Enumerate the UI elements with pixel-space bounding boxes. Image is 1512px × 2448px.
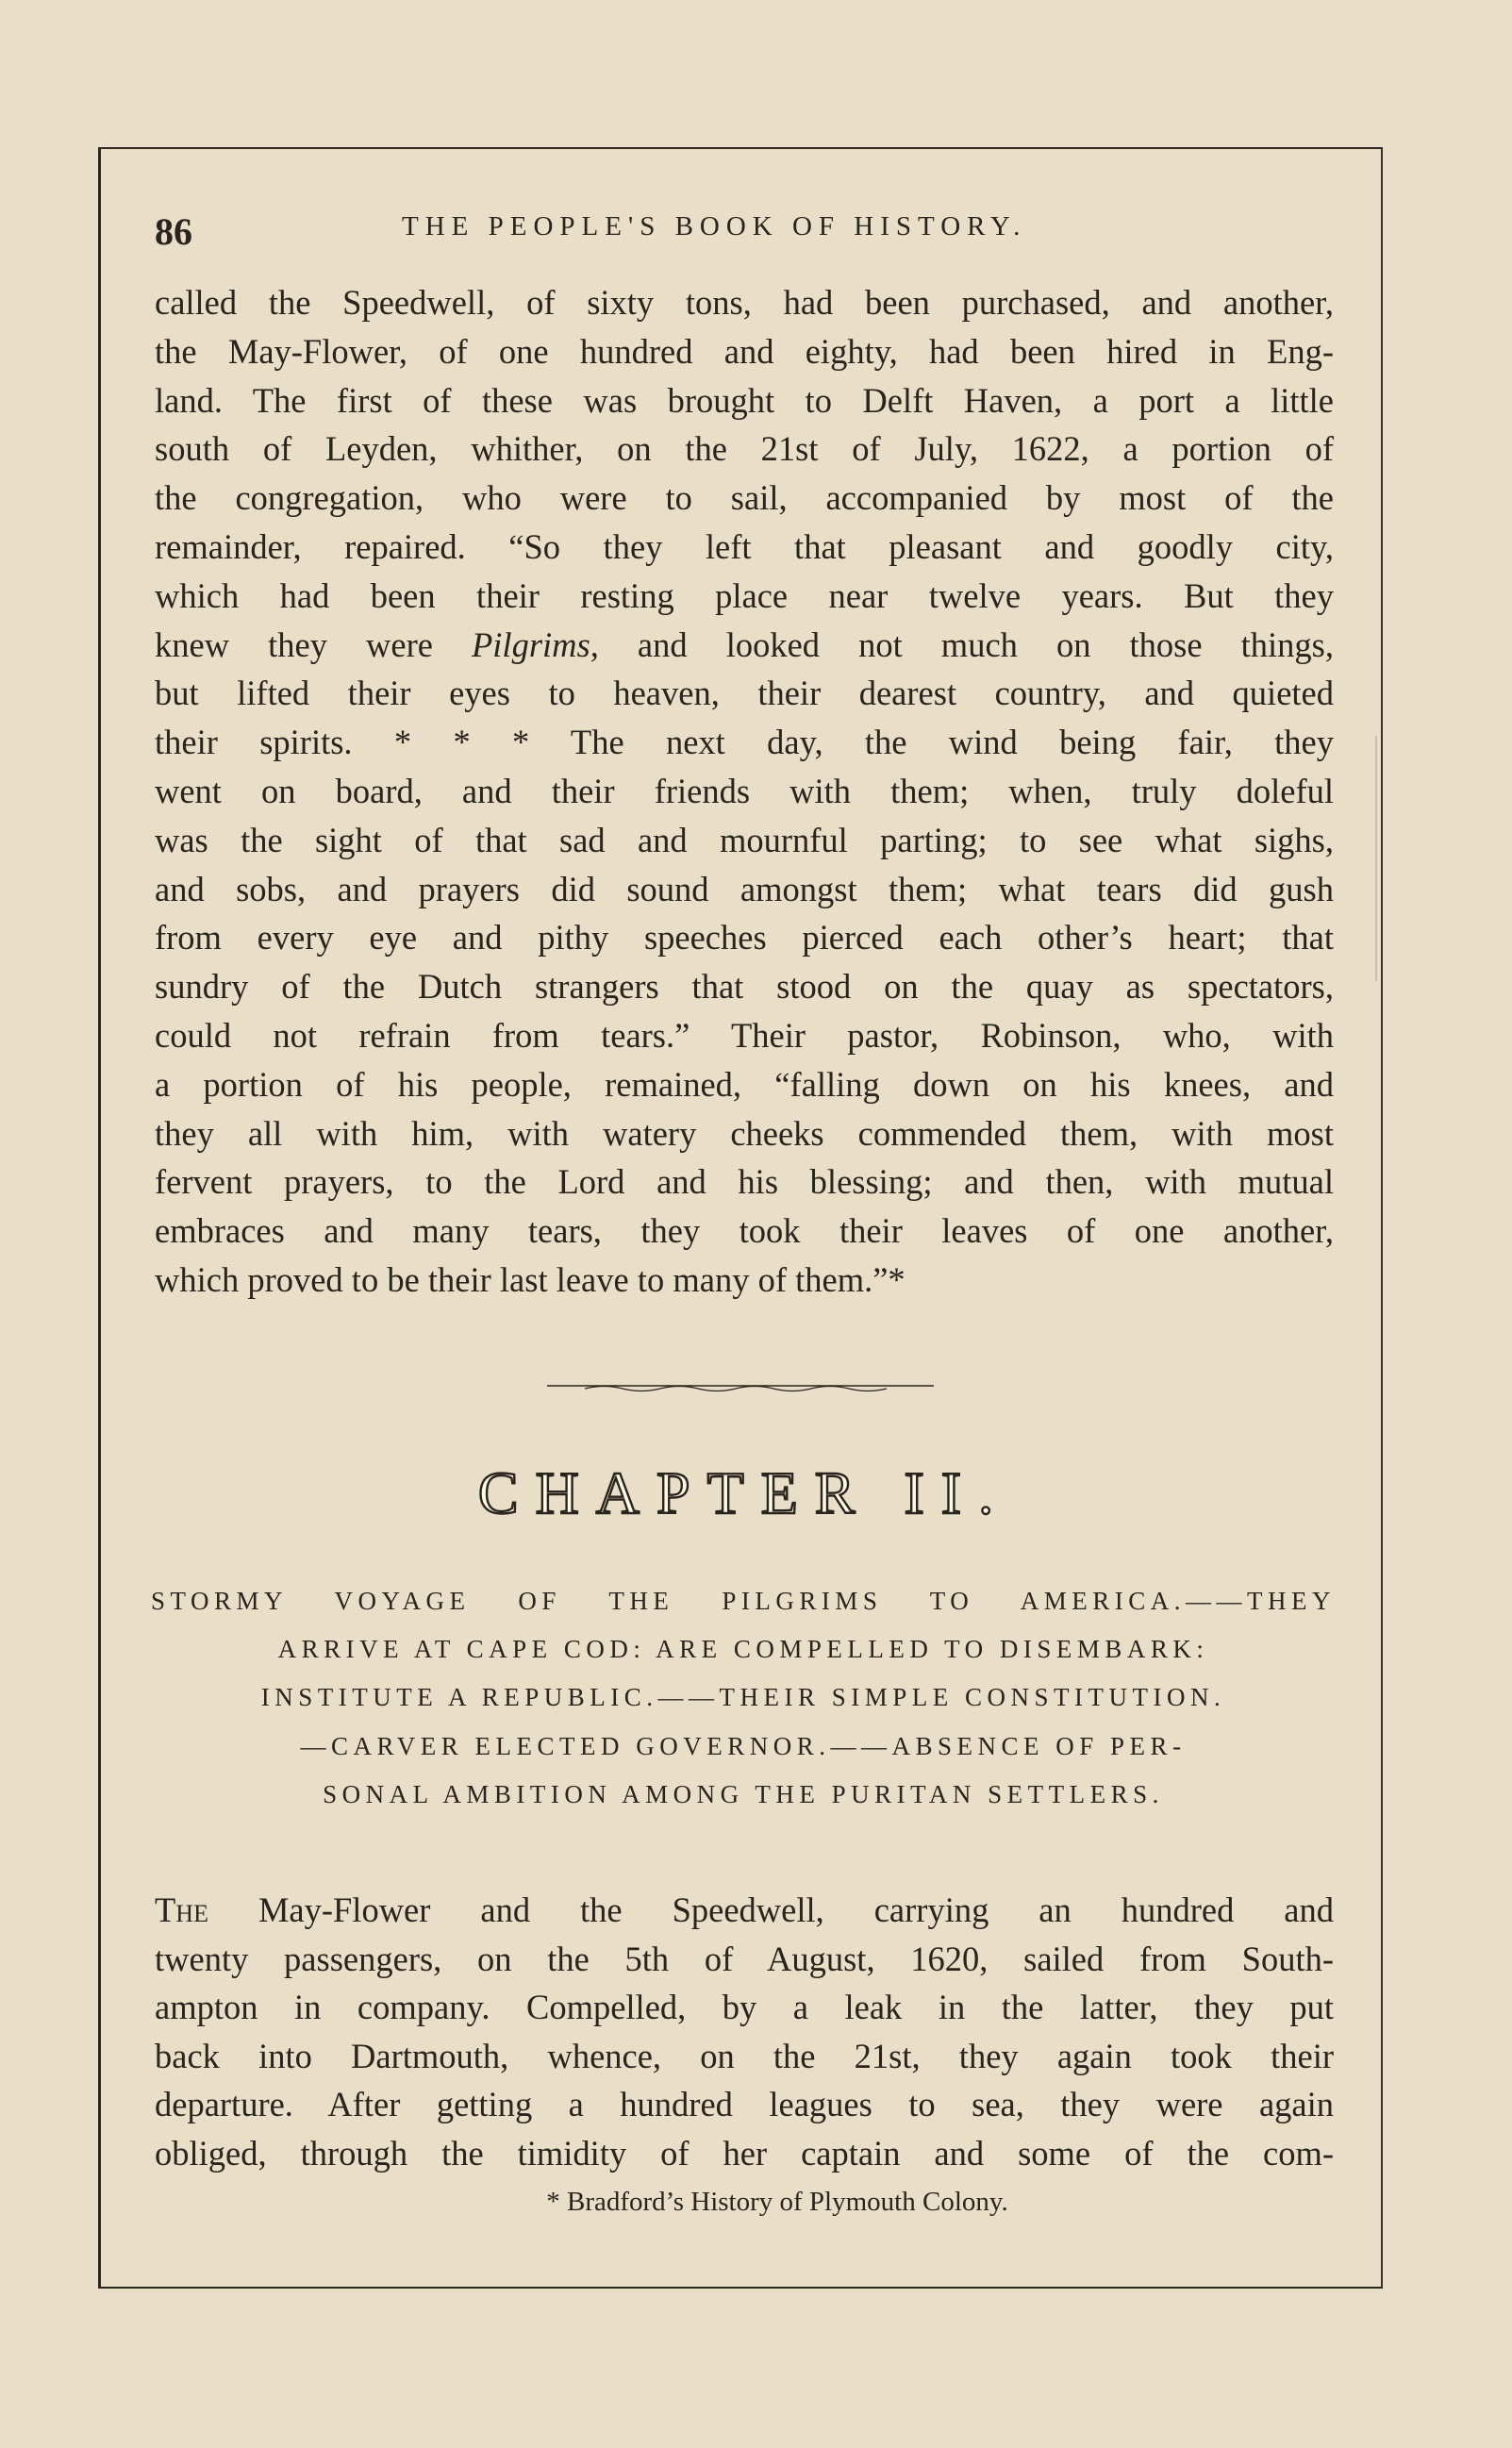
text-line: was the sight of that sad and mournful parting; to see what sighs, bbox=[155, 820, 1334, 859]
text-line: back into Dartmouth, whence, on the 21st, they again took their bbox=[155, 2036, 1334, 2075]
text-line: went on board, and their friends with them; when, truly doleful bbox=[155, 771, 1334, 810]
text-line: and sobs, and prayers did sound amongst them; what tears did gush bbox=[155, 869, 1334, 908]
paragraph-2 bbox=[155, 1886, 1334, 2177]
text-line: departure. After getting a hundred leagues to sea, they were again bbox=[155, 2085, 1334, 2123]
text-line: could not refrain from tears.” Their pastor, Robinson, who, with bbox=[155, 1015, 1334, 1055]
text-line: called the Speedwell, of sixty tons, had been purchased, and another, bbox=[155, 283, 1334, 322]
ornamental-rule bbox=[547, 1381, 934, 1392]
text-line: south of Leyden, whither, on the 21st of July, 1622, a portion of bbox=[155, 429, 1334, 469]
running-title: THE PEOPLE'S BOOK OF HISTORY. bbox=[402, 211, 1027, 241]
summary-line: SONAL AMBITION AMONG THE PURITAN SETTLERS. bbox=[323, 1779, 1164, 1808]
italic-pilgrims: Pilgrims, bbox=[472, 624, 599, 664]
lead-word: The bbox=[155, 1890, 208, 1929]
chapter-title: CHAPTER II. bbox=[477, 1459, 1011, 1526]
summary-line: INSTITUTE A REPUBLIC.——THEIR SIMPLE CONSTITUTION. bbox=[260, 1683, 1226, 1712]
paragraph-1 bbox=[155, 278, 1334, 1305]
page-edge-shadow bbox=[1375, 736, 1377, 981]
text-line: a portion of his people, remained, “falling down on his knees, and bbox=[155, 1064, 1334, 1104]
text-fragment: and looked not much on those things, bbox=[598, 624, 1334, 664]
text-line: which proved to be their last leave to many of them.”* bbox=[155, 1259, 906, 1299]
text-line: they all with him, with watery cheeks commended them, with most bbox=[155, 1113, 1334, 1153]
text-fragment: May-Flower and the Speedwell, carrying an hundred and bbox=[208, 1890, 1334, 1929]
text-fragment: knew they were bbox=[155, 624, 472, 664]
text-line: fervent prayers, to the Lord and his blessing; and then, with mutual bbox=[155, 1162, 1334, 1202]
page-number: 86 bbox=[155, 210, 192, 253]
footnote: * Bradford’s History of Plymouth Colony. bbox=[546, 2187, 1008, 2217]
text-line: embraces and many tears, they took their leaves of one another, bbox=[155, 1211, 1334, 1251]
text-line: ampton in company. Compelled, by a leak in the latter, they put bbox=[155, 1988, 1334, 2026]
summary-line: —CARVER ELECTED GOVERNOR.——ABSENCE OF PER- bbox=[300, 1731, 1187, 1760]
text-line: their spirits. * * * The next day, the wind being fair, they bbox=[155, 723, 1334, 762]
chapter-summary bbox=[151, 1577, 1336, 1819]
text-line: from every eye and pithy speeches pierced each other’s heart; that bbox=[155, 918, 1334, 958]
text-line bbox=[155, 621, 1334, 670]
text-line: obliged, through the timidity of her captain and some of the com- bbox=[155, 2133, 1334, 2173]
summary-line: STORMY VOYAGE OF THE PILGRIMS TO AMERICA.——THEY bbox=[151, 1587, 1336, 1615]
text-line bbox=[155, 1886, 1334, 1935]
text-line: sundry of the Dutch strangers that stood on the quay as spectators, bbox=[155, 967, 1334, 1007]
running-head bbox=[155, 200, 1334, 257]
summary-line: ARRIVE AT CAPE COD: ARE COMPELLED TO DISEMBARK: bbox=[277, 1635, 1209, 1664]
text-line: land. The first of these was brought to Delft Haven, a port a little bbox=[155, 380, 1334, 420]
text-line: twenty passengers, on the 5th of August, 1620, sailed from South- bbox=[155, 1939, 1334, 1978]
text-line: the congregation, who were to sail, accompanied by most of the bbox=[155, 478, 1334, 518]
text-line: which had been their resting place near twelve years. But they bbox=[155, 575, 1334, 615]
text-line: remainder, repaired. “So they left that pleasant and goodly city, bbox=[155, 526, 1334, 566]
text-line: but lifted their eyes to heaven, their dearest country, and quieted bbox=[155, 674, 1334, 713]
text-line: the May-Flower, of one hundred and eighty, had been hired in Eng- bbox=[155, 331, 1334, 371]
